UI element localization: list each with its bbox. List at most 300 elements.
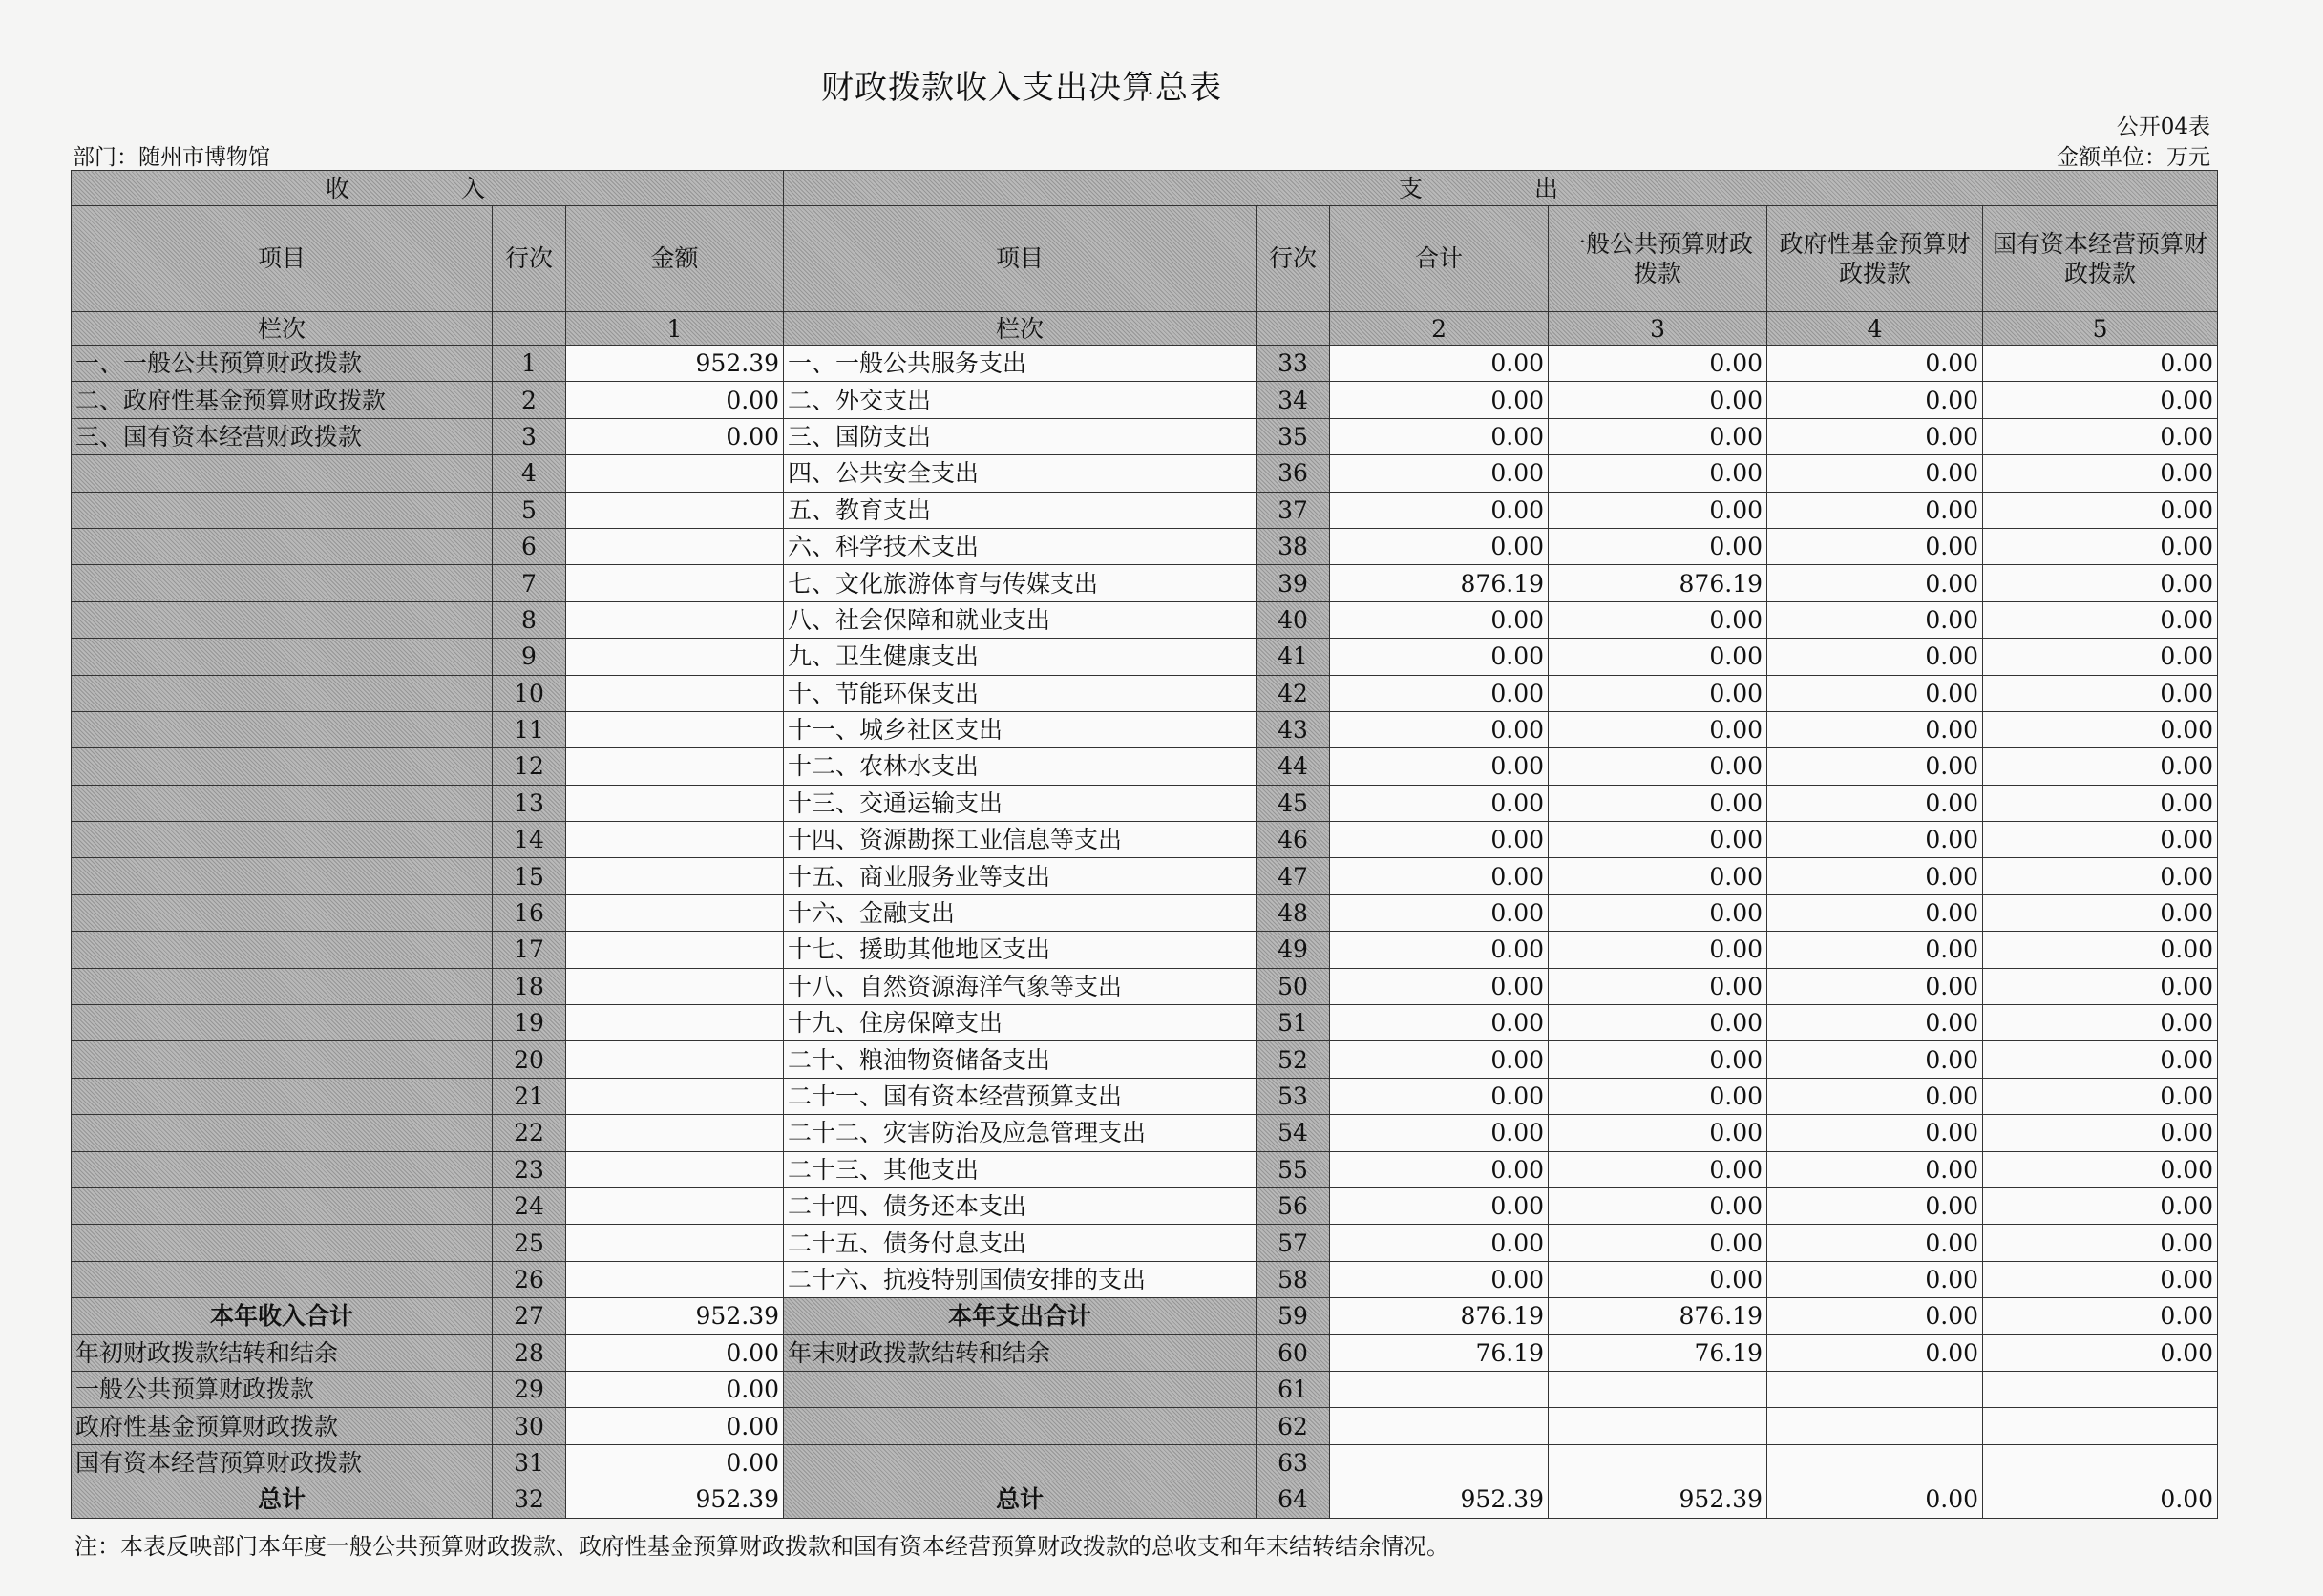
row-number: 8: [493, 601, 566, 638]
amount-cell: 0.00: [1549, 492, 1767, 528]
income-amount: 952.39: [566, 346, 784, 382]
amount-cell: 0.00: [1330, 455, 1549, 492]
amount-cell: 0.00: [1330, 1078, 1549, 1114]
amount-cell: 876.19: [1330, 1298, 1549, 1334]
empty-cell: [1330, 1371, 1549, 1407]
expense-item: 二十一、国有资本经营预算支出: [784, 1078, 1257, 1114]
amount-cell: 76.19: [1330, 1334, 1549, 1371]
amount-cell: 0.00: [1983, 492, 2218, 528]
row-number: 9: [493, 639, 566, 675]
empty-cell: [1767, 1408, 1983, 1444]
table-row: [72, 639, 2218, 675]
footnote: 注：本表反映部门本年度一般公共预算财政拨款、政府性基金预算财政拨款和国有资本经营预算财政拨款的总收支和年末结转结余情况。: [74, 1533, 1449, 1560]
row-number: 33: [1257, 346, 1330, 382]
row-number: 54: [1257, 1115, 1330, 1151]
lanci-label: 栏次: [72, 312, 493, 346]
table-row: [72, 894, 2218, 931]
amount-cell: 0.00: [1549, 711, 1767, 747]
amount-cell: 0.00: [1983, 711, 2218, 747]
income-item: [72, 711, 493, 747]
row-number: 51: [1257, 1005, 1330, 1041]
amount-cell: 0.00: [1330, 932, 1549, 968]
row-number: 25: [493, 1225, 566, 1261]
expense-item: 二十四、债务还本支出: [784, 1187, 1257, 1224]
empty-cell: [784, 1408, 1257, 1444]
amount-cell: 0.00: [1983, 1298, 2218, 1334]
carryover-detail-row: [72, 1408, 2218, 1444]
income-amount: [566, 785, 784, 821]
row-number: 18: [493, 968, 566, 1004]
row-number: 63: [1257, 1444, 1330, 1480]
amount-cell: 0.00: [1983, 1481, 2218, 1518]
col-income-item: 项目: [72, 206, 493, 312]
amount-cell: 0.00: [1983, 1005, 2218, 1041]
row-number: 35: [1257, 418, 1330, 454]
income-section-header: 收 入: [72, 171, 784, 206]
empty-cell: [1767, 1371, 1983, 1407]
col-state-capital: 国有资本经营预算财政拨款: [1983, 206, 2218, 312]
expense-item: 十一、城乡社区支出: [784, 711, 1257, 747]
amount-cell: 0.00: [1330, 418, 1549, 454]
row-number: 48: [1257, 894, 1330, 931]
row-number: 1: [493, 346, 566, 382]
grand-total-expense-label: 总计: [784, 1481, 1257, 1518]
amount-cell: 0.00: [1767, 1005, 1983, 1041]
amount-cell: 0.00: [1983, 418, 2218, 454]
col-total: 合计: [1330, 206, 1549, 312]
amount-cell: 0.00: [1549, 1041, 1767, 1078]
begin-balance-label: 年初财政拨款结转和结余: [72, 1334, 493, 1371]
amount-cell: 876.19: [1330, 565, 1549, 601]
income-amount: [566, 1041, 784, 1078]
row-number: 30: [493, 1408, 566, 1444]
row-number: 4: [493, 455, 566, 492]
amount-cell: 0.00: [1549, 382, 1767, 418]
table-row: [72, 1005, 2218, 1041]
row-number: 14: [493, 822, 566, 858]
amount-cell: 0.00: [1983, 1115, 2218, 1151]
carryover-general-amount: 0.00: [566, 1371, 784, 1407]
amount-cell: 0.00: [1767, 492, 1983, 528]
row-number: 22: [493, 1115, 566, 1151]
amount-cell: 0.00: [1330, 1187, 1549, 1224]
income-amount: [566, 639, 784, 675]
row-number: 24: [493, 1187, 566, 1224]
expense-item: 十八、自然资源海洋气象等支出: [784, 968, 1257, 1004]
amount-cell: 0.00: [1767, 748, 1983, 785]
amount-cell: 0.00: [1767, 1041, 1983, 1078]
amount-cell: 0.00: [1767, 1078, 1983, 1114]
amount-cell: 0.00: [1983, 822, 2218, 858]
income-item: [72, 894, 493, 931]
row-number: 16: [493, 894, 566, 931]
expense-item: 二、外交支出: [784, 382, 1257, 418]
row-number: 43: [1257, 711, 1330, 747]
col-income-amount: 金额: [566, 206, 784, 312]
table-row: [72, 785, 2218, 821]
expense-item: 十二、农林水支出: [784, 748, 1257, 785]
amount-cell: 0.00: [1983, 785, 2218, 821]
table-row: [72, 1187, 2218, 1224]
amount-cell: 0.00: [1330, 894, 1549, 931]
income-item: [72, 968, 493, 1004]
amount-cell: 0.00: [1549, 894, 1767, 931]
amount-cell: 0.00: [1330, 528, 1549, 564]
amount-cell: 0.00: [1767, 601, 1983, 638]
table-row: [72, 492, 2218, 528]
table-row: [72, 1151, 2218, 1187]
table-row: [72, 1041, 2218, 1078]
income-item: [72, 1078, 493, 1114]
row-number: 10: [493, 675, 566, 711]
income-amount: [566, 1187, 784, 1224]
amount-cell: 0.00: [1549, 675, 1767, 711]
amount-cell: 952.39: [1549, 1481, 1767, 1518]
amount-cell: 0.00: [1767, 822, 1983, 858]
amount-cell: 0.00: [1549, 1187, 1767, 1224]
empty-cell: [1983, 1408, 2218, 1444]
amount-cell: 0.00: [1767, 1151, 1983, 1187]
amount-cell: 0.00: [1549, 1078, 1767, 1114]
row-number: 55: [1257, 1151, 1330, 1187]
lanci-2: 2: [1330, 312, 1549, 346]
amount-cell: 0.00: [1330, 1115, 1549, 1151]
amount-cell: 0.00: [1330, 711, 1549, 747]
row-number: 47: [1257, 858, 1330, 894]
row-number: 29: [493, 1371, 566, 1407]
col-expense-row: 行次: [1257, 206, 1330, 312]
amount-cell: 0.00: [1983, 748, 2218, 785]
amount-cell: 0.00: [1983, 455, 2218, 492]
row-number: 52: [1257, 1041, 1330, 1078]
row-number: 42: [1257, 675, 1330, 711]
row-number: 27: [493, 1298, 566, 1334]
amount-cell: 0.00: [1330, 601, 1549, 638]
empty-cell: [1549, 1408, 1767, 1444]
expense-item: 二十、粮油物资储备支出: [784, 1041, 1257, 1078]
empty-cell: [1330, 1444, 1549, 1480]
lanci-5: 5: [1983, 312, 2218, 346]
grand-total-row: [72, 1481, 2218, 1518]
amount-cell: 0.00: [1983, 565, 2218, 601]
grand-total-label: 总计: [72, 1481, 493, 1518]
income-amount: [566, 565, 784, 601]
lanci-empty-expense: [1257, 312, 1330, 346]
amount-cell: 0.00: [1767, 455, 1983, 492]
row-number: 23: [493, 1151, 566, 1187]
expense-item: 二十三、其他支出: [784, 1151, 1257, 1187]
expense-item: 五、教育支出: [784, 492, 1257, 528]
empty-cell: [1549, 1371, 1767, 1407]
row-number: 7: [493, 565, 566, 601]
department-label: 部门：随州市博物馆: [73, 145, 270, 170]
table-row: [72, 601, 2218, 638]
income-item: [72, 748, 493, 785]
expense-item: 十九、住房保障支出: [784, 1005, 1257, 1041]
income-item: [72, 785, 493, 821]
row-number: 13: [493, 785, 566, 821]
carryover-detail-row: [72, 1444, 2218, 1480]
row-number: 53: [1257, 1078, 1330, 1114]
income-item: [72, 822, 493, 858]
amount-cell: 876.19: [1549, 565, 1767, 601]
expense-item: 一、一般公共服务支出: [784, 346, 1257, 382]
amount-cell: 0.00: [1983, 675, 2218, 711]
expense-item: 二十五、债务付息支出: [784, 1225, 1257, 1261]
amount-cell: 0.00: [1549, 785, 1767, 821]
row-number: 58: [1257, 1261, 1330, 1297]
income-item: [72, 1115, 493, 1151]
amount-cell: 0.00: [1330, 639, 1549, 675]
amount-cell: 0.00: [1549, 858, 1767, 894]
income-item: [72, 1225, 493, 1261]
amount-cell: 0.00: [1767, 346, 1983, 382]
table-row: [72, 565, 2218, 601]
income-item: [72, 601, 493, 638]
amount-cell: 0.00: [1330, 1225, 1549, 1261]
row-number: 61: [1257, 1371, 1330, 1407]
row-number: 57: [1257, 1225, 1330, 1261]
amount-cell: 0.00: [1983, 382, 2218, 418]
amount-cell: 0.00: [1330, 1041, 1549, 1078]
carryover-fund-label: 政府性基金预算财政拨款: [72, 1408, 493, 1444]
row-number: 34: [1257, 382, 1330, 418]
income-item: [72, 1151, 493, 1187]
amount-cell: 0.00: [1767, 1225, 1983, 1261]
col-gov-fund: 政府性基金预算财政拨款: [1767, 206, 1983, 312]
amount-cell: 0.00: [1330, 492, 1549, 528]
amount-cell: 0.00: [1330, 346, 1549, 382]
empty-cell: [1549, 1444, 1767, 1480]
col-income-row: 行次: [493, 206, 566, 312]
row-number: 26: [493, 1261, 566, 1297]
amount-cell: 0.00: [1549, 748, 1767, 785]
amount-cell: 0.00: [1983, 1151, 2218, 1187]
row-number: 50: [1257, 968, 1330, 1004]
table-row: [72, 1115, 2218, 1151]
income-amount: [566, 822, 784, 858]
page-title: 财政拨款收入支出决算总表: [821, 69, 1222, 107]
row-number: 31: [493, 1444, 566, 1480]
income-item: 一、一般公共预算财政拨款: [72, 346, 493, 382]
row-number: 59: [1257, 1298, 1330, 1334]
income-item: 三、国有资本经营财政拨款: [72, 418, 493, 454]
amount-cell: 0.00: [1549, 932, 1767, 968]
amount-cell: 0.00: [1767, 1334, 1983, 1371]
amount-cell: 0.00: [1549, 639, 1767, 675]
row-number: 19: [493, 1005, 566, 1041]
table-row: [72, 711, 2218, 747]
amount-cell: 0.00: [1767, 1261, 1983, 1297]
amount-cell: 0.00: [1330, 968, 1549, 1004]
amount-cell: 0.00: [1549, 418, 1767, 454]
table-row: [72, 858, 2218, 894]
amount-cell: 0.00: [1330, 1005, 1549, 1041]
amount-cell: 0.00: [1983, 1261, 2218, 1297]
amount-cell: 0.00: [1330, 785, 1549, 821]
carryover-general-label: 一般公共预算财政拨款: [72, 1371, 493, 1407]
expense-item: 三、国防支出: [784, 418, 1257, 454]
amount-cell: 0.00: [1983, 1078, 2218, 1114]
table-row: [72, 822, 2218, 858]
row-number: 64: [1257, 1481, 1330, 1518]
amount-cell: 0.00: [1767, 418, 1983, 454]
row-number: 49: [1257, 932, 1330, 968]
amount-cell: 0.00: [1767, 894, 1983, 931]
table-row: [72, 1261, 2218, 1297]
expense-item: 十五、商业服务业等支出: [784, 858, 1257, 894]
amount-cell: 0.00: [1330, 822, 1549, 858]
table-row: [72, 1225, 2218, 1261]
row-number: 5: [493, 492, 566, 528]
amount-cell: 0.00: [1549, 968, 1767, 1004]
row-number: 12: [493, 748, 566, 785]
income-item: [72, 1187, 493, 1224]
expense-item: 七、文化旅游体育与传媒支出: [784, 565, 1257, 601]
expense-subtotal-label: 本年支出合计: [784, 1298, 1257, 1334]
amount-cell: 876.19: [1549, 1298, 1767, 1334]
table-row: [72, 748, 2218, 785]
income-item: [72, 858, 493, 894]
amount-cell: 0.00: [1549, 1115, 1767, 1151]
amount-cell: 0.00: [1549, 1261, 1767, 1297]
amount-cell: 0.00: [1983, 968, 2218, 1004]
amount-cell: 0.00: [1983, 894, 2218, 931]
income-item: [72, 492, 493, 528]
begin-balance-amount: 0.00: [566, 1334, 784, 1371]
expense-item: 四、公共安全支出: [784, 455, 1257, 492]
row-number: 36: [1257, 455, 1330, 492]
income-amount: 0.00: [566, 382, 784, 418]
table-row: [72, 528, 2218, 564]
row-number: 6: [493, 528, 566, 564]
carryover-state-amount: 0.00: [566, 1444, 784, 1480]
lanci-4: 4: [1767, 312, 1983, 346]
amount-cell: 0.00: [1549, 1225, 1767, 1261]
income-amount: [566, 1078, 784, 1114]
col-expense-item: 项目: [784, 206, 1257, 312]
amount-cell: 0.00: [1983, 1334, 2218, 1371]
row-number: 17: [493, 932, 566, 968]
col-general-budget: 一般公共预算财政拨款: [1549, 206, 1767, 312]
lanci-label-expense: 栏次: [784, 312, 1257, 346]
empty-cell: [1767, 1444, 1983, 1480]
income-item: [72, 675, 493, 711]
table-row: [72, 418, 2218, 454]
table-row: [72, 346, 2218, 382]
income-item: [72, 1261, 493, 1297]
amount-cell: 0.00: [1983, 601, 2218, 638]
form-code: 公开04表: [2116, 115, 2210, 139]
amount-cell: 0.00: [1549, 1005, 1767, 1041]
row-number: 15: [493, 858, 566, 894]
amount-cell: 0.00: [1983, 1225, 2218, 1261]
income-amount: [566, 675, 784, 711]
amount-cell: 0.00: [1549, 455, 1767, 492]
amount-cell: 0.00: [1767, 528, 1983, 564]
amount-cell: 0.00: [1983, 528, 2218, 564]
income-amount: [566, 1115, 784, 1151]
budget-table: [71, 170, 2218, 1519]
table-row: [72, 1078, 2218, 1114]
row-number: 46: [1257, 822, 1330, 858]
row-number: 44: [1257, 748, 1330, 785]
row-number: 3: [493, 418, 566, 454]
row-number: 32: [493, 1481, 566, 1518]
amount-cell: 0.00: [1983, 346, 2218, 382]
expense-item: 十六、金融支出: [784, 894, 1257, 931]
carryover-fund-amount: 0.00: [566, 1408, 784, 1444]
amount-cell: 0.00: [1330, 1151, 1549, 1187]
amount-cell: 0.00: [1983, 932, 2218, 968]
lanci-3: 3: [1549, 312, 1767, 346]
row-number: 28: [493, 1334, 566, 1371]
row-number: 2: [493, 382, 566, 418]
row-number: 37: [1257, 492, 1330, 528]
amount-cell: 0.00: [1330, 1261, 1549, 1297]
income-amount: [566, 748, 784, 785]
amount-cell: 0.00: [1983, 639, 2218, 675]
lanci-1: 1: [566, 312, 784, 346]
row-number: 21: [493, 1078, 566, 1114]
carryover-detail-row: [72, 1371, 2218, 1407]
income-amount: [566, 968, 784, 1004]
income-item: [72, 1041, 493, 1078]
amount-cell: 0.00: [1549, 601, 1767, 638]
income-subtotal-amount: 952.39: [566, 1298, 784, 1334]
income-amount: [566, 1261, 784, 1297]
amount-cell: 0.00: [1767, 639, 1983, 675]
table-row: [72, 382, 2218, 418]
row-number: 20: [493, 1041, 566, 1078]
empty-cell: [784, 1371, 1257, 1407]
amount-cell: 0.00: [1549, 528, 1767, 564]
amount-cell: 0.00: [1767, 1481, 1983, 1518]
table-row: [72, 675, 2218, 711]
income-item: [72, 932, 493, 968]
income-item: [72, 455, 493, 492]
row-number: 56: [1257, 1187, 1330, 1224]
row-number: 11: [493, 711, 566, 747]
grand-total-amount: 952.39: [566, 1481, 784, 1518]
amount-cell: 0.00: [1767, 858, 1983, 894]
income-item: [72, 565, 493, 601]
income-amount: [566, 1151, 784, 1187]
income-amount: [566, 711, 784, 747]
amount-cell: 0.00: [1767, 1298, 1983, 1334]
expense-item: 十、节能环保支出: [784, 675, 1257, 711]
amount-cell: 0.00: [1767, 565, 1983, 601]
amount-cell: 0.00: [1549, 1151, 1767, 1187]
amount-cell: 0.00: [1330, 748, 1549, 785]
expense-section-header: 支 出: [784, 171, 2218, 206]
row-number: 40: [1257, 601, 1330, 638]
amount-cell: 0.00: [1983, 1187, 2218, 1224]
income-amount: [566, 528, 784, 564]
amount-cell: 0.00: [1549, 822, 1767, 858]
row-number: 39: [1257, 565, 1330, 601]
empty-cell: [1983, 1444, 2218, 1480]
table-row: [72, 932, 2218, 968]
amount-cell: 0.00: [1330, 675, 1549, 711]
amount-cell: 76.19: [1549, 1334, 1767, 1371]
row-number: 41: [1257, 639, 1330, 675]
table-row: [72, 455, 2218, 492]
unit-label: 金额单位：万元: [2057, 145, 2210, 170]
income-amount: [566, 1005, 784, 1041]
income-amount: [566, 492, 784, 528]
income-amount: [566, 1225, 784, 1261]
